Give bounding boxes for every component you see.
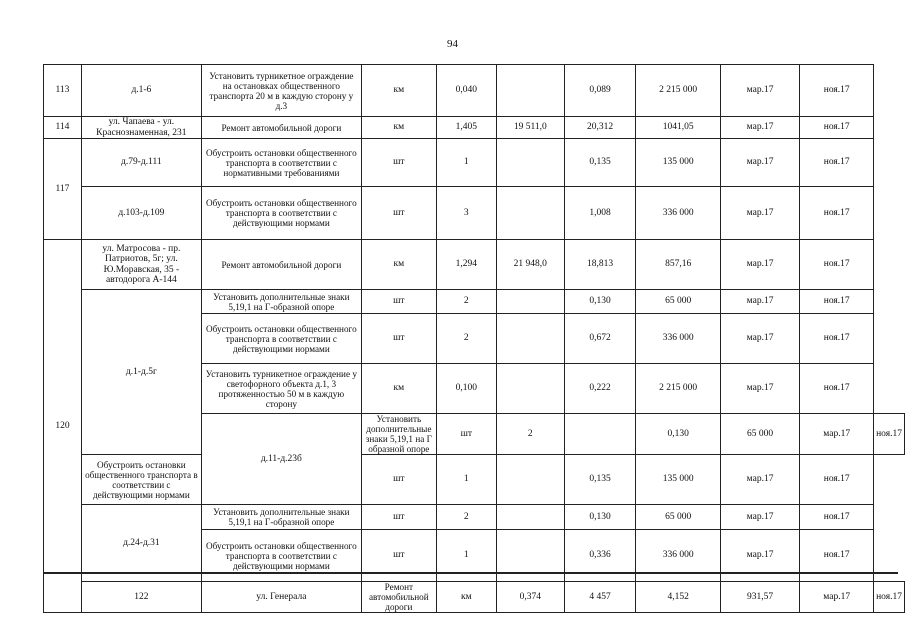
v2-cell bbox=[496, 139, 564, 187]
start-cell: мар.17 bbox=[720, 240, 799, 290]
v1-cell: 0,040 bbox=[436, 65, 496, 117]
v2-cell bbox=[496, 505, 564, 530]
table-row bbox=[44, 117, 905, 139]
unit-cell: км bbox=[361, 364, 436, 414]
unit-cell: шт bbox=[436, 414, 496, 455]
end-cell: ноя.17 bbox=[800, 530, 874, 582]
start-cell: мар.17 bbox=[720, 65, 799, 117]
work-cell: Обустроить остановки общественного транспорта в соответствии с действующими нормами bbox=[201, 187, 361, 240]
unit-cell: км bbox=[361, 65, 436, 117]
end-cell: ноя.17 bbox=[874, 582, 905, 613]
row-number-cell: 117 bbox=[44, 139, 82, 240]
v3-cell: 4,152 bbox=[636, 582, 720, 613]
works-table bbox=[43, 64, 905, 613]
address-cell: д.11-д.23б bbox=[201, 414, 361, 505]
v3-cell: 0,672 bbox=[564, 314, 636, 364]
address-cell: д.1-д.5г bbox=[81, 290, 201, 455]
address-cell: ул. Чапаева - ул. Краснознаменная, 231 bbox=[81, 117, 201, 139]
end-cell: ноя.17 bbox=[800, 65, 874, 117]
v1-cell: 1 bbox=[436, 139, 496, 187]
v1-cell: 0,100 bbox=[436, 364, 496, 414]
unit-cell: шт bbox=[361, 187, 436, 240]
start-cell: мар.17 bbox=[800, 582, 874, 613]
v1-cell: 1,405 bbox=[436, 117, 496, 139]
v2-cell: 4 457 bbox=[564, 582, 636, 613]
v2-cell bbox=[564, 414, 636, 455]
end-cell: ноя.17 bbox=[800, 314, 874, 364]
cost-cell: 857,16 bbox=[636, 240, 720, 290]
cost-cell: 336 000 bbox=[636, 187, 720, 240]
table-row bbox=[44, 65, 905, 117]
v1-cell: 2 bbox=[436, 314, 496, 364]
v3-cell: 0,130 bbox=[564, 290, 636, 314]
start-cell: мар.17 bbox=[720, 314, 799, 364]
table-row bbox=[44, 582, 905, 613]
cost-cell: 2 215 000 bbox=[636, 364, 720, 414]
start-cell: мар.17 bbox=[800, 414, 874, 455]
end-cell: ноя.17 bbox=[800, 455, 874, 505]
table-row bbox=[44, 240, 905, 290]
unit-cell: км bbox=[361, 117, 436, 139]
v2-cell: 19 511,0 bbox=[496, 117, 564, 139]
row-number-cell: 114 bbox=[44, 117, 82, 139]
table-body bbox=[44, 65, 905, 613]
v3-cell: 0,222 bbox=[564, 364, 636, 414]
work-cell: Ремонт автомобильной дороги bbox=[201, 117, 361, 139]
start-cell: мар.17 bbox=[720, 139, 799, 187]
start-cell: мар.17 bbox=[720, 505, 799, 530]
work-cell: Установить турникетное ограждение на остановках общественного транспорта 20 м в каждую сторону у д.3 bbox=[201, 65, 361, 117]
end-cell: ноя.17 bbox=[800, 290, 874, 314]
work-cell: Установить дополнительные знаки 5,19,1 на Г-образной опоре bbox=[201, 505, 361, 530]
v2-cell bbox=[496, 314, 564, 364]
v3-cell: 0,130 bbox=[564, 505, 636, 530]
end-cell: ноя.17 bbox=[800, 364, 874, 414]
cost-cell: 65 000 bbox=[636, 290, 720, 314]
start-cell: мар.17 bbox=[720, 187, 799, 240]
cost-cell: 135 000 bbox=[636, 455, 720, 505]
work-cell: Обустроить остановки общественного транспорта в соответствии с действующими нормами bbox=[201, 314, 361, 364]
row-number-cell: 122 bbox=[81, 582, 201, 613]
table-bottom-border bbox=[43, 572, 898, 574]
v2-cell: 21 948,0 bbox=[496, 240, 564, 290]
cost-cell: 2 215 000 bbox=[636, 65, 720, 117]
v1-cell: 2 bbox=[496, 414, 564, 455]
table-row bbox=[44, 187, 905, 240]
unit-cell: шт bbox=[361, 505, 436, 530]
cost-cell: 336 000 bbox=[636, 530, 720, 582]
start-cell: мар.17 bbox=[720, 455, 799, 505]
v1-cell: 3 bbox=[436, 187, 496, 240]
row-number-cell: 120 bbox=[44, 240, 82, 613]
end-cell: ноя.17 bbox=[800, 117, 874, 139]
row-number-cell: 113 bbox=[44, 65, 82, 117]
unit-cell: шт bbox=[361, 455, 436, 505]
v1-cell: 1,294 bbox=[436, 240, 496, 290]
work-cell: Обустроить остановки общественного транспорта в соответствии с нормативными требованиями bbox=[201, 139, 361, 187]
unit-cell: км bbox=[436, 582, 496, 613]
v3-cell: 1,008 bbox=[564, 187, 636, 240]
unit-cell: шт bbox=[361, 530, 436, 582]
work-cell: Ремонт автомобильной дороги bbox=[201, 240, 361, 290]
work-cell: Установить дополнительные знаки 5,19,1 на Г образной опоре bbox=[361, 414, 436, 455]
work-cell: Установить дополнительные знаки 5,19,1 на Г-образной опоре bbox=[201, 290, 361, 314]
start-cell: мар.17 bbox=[720, 530, 799, 582]
unit-cell: шт bbox=[361, 290, 436, 314]
table-row bbox=[44, 455, 905, 505]
v3-cell: 0,089 bbox=[564, 65, 636, 117]
unit-cell: шт bbox=[361, 139, 436, 187]
table-row bbox=[44, 139, 905, 187]
work-cell: Установить турникетное ограждение у светофорного объекта д.1, 3 протяженностью 50 м в каждую сторону bbox=[201, 364, 361, 414]
end-cell: ноя.17 bbox=[800, 505, 874, 530]
v2-cell bbox=[496, 290, 564, 314]
v1-cell: 2 bbox=[436, 505, 496, 530]
cost-cell: 1041,05 bbox=[636, 117, 720, 139]
v3-cell: 0,130 bbox=[636, 414, 720, 455]
v3-cell: 0,135 bbox=[564, 139, 636, 187]
address-cell: д.1-6 bbox=[81, 65, 201, 117]
v3-cell: 0,135 bbox=[564, 455, 636, 505]
start-cell: мар.17 bbox=[720, 364, 799, 414]
end-cell: ноя.17 bbox=[800, 139, 874, 187]
v2-cell bbox=[496, 364, 564, 414]
table-row bbox=[44, 505, 905, 530]
work-cell: Ремонт автомобильной дороги bbox=[361, 582, 436, 613]
address-cell: д.103-д.109 bbox=[81, 187, 201, 240]
v3-cell: 0,336 bbox=[564, 530, 636, 582]
v2-cell bbox=[496, 455, 564, 505]
cost-cell: 65 000 bbox=[636, 505, 720, 530]
end-cell: ноя.17 bbox=[800, 240, 874, 290]
unit-cell: км bbox=[361, 240, 436, 290]
address-cell: ул. Матросова - пр. Патриотов, 5г; ул. Ю.Моравская, 35 - автодорога А-144 bbox=[81, 240, 201, 290]
cost-cell: 336 000 bbox=[636, 314, 720, 364]
work-cell: Обустроить остановки общественного транспорта в соответствии с действующими нормами bbox=[201, 530, 361, 582]
v1-cell: 1 bbox=[436, 530, 496, 582]
cost-cell: 931,57 bbox=[720, 582, 799, 613]
end-cell: ноя.17 bbox=[874, 414, 905, 455]
v3-cell: 20,312 bbox=[564, 117, 636, 139]
cost-cell: 65 000 bbox=[720, 414, 799, 455]
end-cell: ноя.17 bbox=[800, 187, 874, 240]
address-cell: ул. Генерала bbox=[201, 582, 361, 613]
address-cell: д.79-д.111 bbox=[81, 139, 201, 187]
unit-cell: шт bbox=[361, 314, 436, 364]
page-number: 94 bbox=[447, 38, 458, 50]
start-cell: мар.17 bbox=[720, 290, 799, 314]
start-cell: мар.17 bbox=[720, 117, 799, 139]
work-cell: Обустроить остановки общественного транспорта в соответствии с действующими нормами bbox=[81, 455, 201, 505]
cost-cell: 135 000 bbox=[636, 139, 720, 187]
v1-cell: 1 bbox=[436, 455, 496, 505]
v2-cell bbox=[496, 65, 564, 117]
table-row bbox=[44, 290, 905, 314]
v1-cell: 2 bbox=[436, 290, 496, 314]
v3-cell: 18,813 bbox=[564, 240, 636, 290]
v2-cell bbox=[496, 187, 564, 240]
v1-cell: 0,374 bbox=[496, 582, 564, 613]
address-cell: д.24-д.31 bbox=[81, 505, 201, 582]
